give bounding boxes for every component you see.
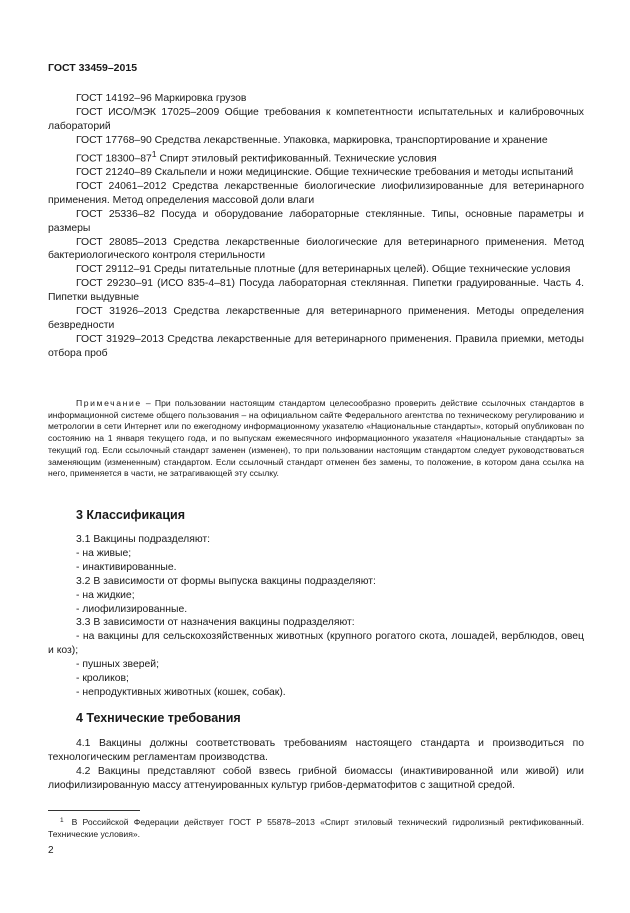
classification-line: - непродуктивных животных (кошек, собак). xyxy=(76,686,286,698)
reference-item: ГОСТ 31926–2013 Средства лекарственные для ветеринарного применения. Методы определения безвредности xyxy=(48,306,584,331)
footnote-paragraph xyxy=(48,815,584,840)
reference-item: ГОСТ 21240–89 Скальпели и ножи медицинские. Общие технические требования и методы испытаний xyxy=(76,167,574,178)
requirement-paragraph: 4.1 Вакцины должны соответствовать требованиям настоящего стандарта и производиться по технологическим регламентам производства. xyxy=(48,738,584,763)
footnote xyxy=(48,815,584,840)
classification-line: - на вакцины для сельскохозяйственных животных (крупного рогатого скота, лошадей, верблюдов, овец и коз); xyxy=(48,631,584,657)
reference-title: Спирт этиловый ректификованный. Технические условия xyxy=(156,153,437,165)
reference-item: ГОСТ 24061–2012 Средства лекарственные биологические лиофилизированные для ветеринарного применения. Метод определения массовой доли влаги xyxy=(48,180,584,206)
reference-item: ГОСТ 29112–91 Среды питательные плотные (для ветеринарных целей). Общие технические условия xyxy=(76,264,571,276)
reference-item: ГОСТ ИСО/МЭК 17025–2009 Общие требования к компетентности испытательных и калибровочных лабораторий xyxy=(48,106,584,132)
classification-line: 3.1 Вакцины подразделяют: xyxy=(76,534,211,545)
reference-item: ГОСТ 29230–91 (ИСО 835-4–81) Посуда лабораторная стеклянная. Пипетки градуированные. Часть 4. Пипетки выдувные xyxy=(48,278,584,304)
classification-line: 3.3 В зависимости от назначения вакцины подразделяют: xyxy=(76,617,355,629)
classification-line: 3.2 В зависимости от формы выпуска вакцины подразделяют: xyxy=(76,575,376,587)
reference-item: ГОСТ 28085–2013 Средства лекарственные биологические для ветеринарного применения. Метод бактериологического контроля стерильности xyxy=(48,236,584,262)
requirement-paragraph: 4.2 Вакцины представляют собой взвесь грибной биомассы (инактивированной или живой) или лиофилизированную массу аттенуированных культур грибов-дерматофитов с защитной средой. xyxy=(48,765,584,791)
reference-item: ГОСТ 17768–90 Средства лекарственные. Упаковка, маркировка, транспортирование и хранение xyxy=(76,134,548,146)
classification-line: - лиофилизированные. xyxy=(76,603,188,615)
note-label: Примечание xyxy=(76,398,142,408)
footnote-text: В Российской Федерации действует ГОСТ Р 55878–2013 «Спирт этиловый технический гидролизный ректификованный. Технические условия». xyxy=(48,817,584,839)
reference-item: ГОСТ 25336–82 Посуда и оборудование лабораторные стеклянные. Типы, основные параметры и размеры xyxy=(48,208,584,234)
section-3-title: 3 Классификация xyxy=(76,508,186,522)
note-text: – При пользовании настоящим стандартом целесообразно проверить действие ссылочных стандартов в информационной системе общего пользования – на официальном сайте Федерального агентства по техническому регулированию и метрологии в сети Интернет или по ежегодному информационному указателю «Национальные стандарты», который опубликован по состоянию на 1 января текущего года, и по выпускам ежемесячного информационного указателя «Национальные стандарты» за текущий год. Если ссылочный стандарт заменен (изменен), то при пользовании настоящим стандартом следует руководствоваться заменяющим (измененным) стандартом. Если ссылочный стандарт отменен без замены, то положение, в котором дана ссылка на него, применяется в части, не затрагивающей эту ссылку. xyxy=(48,398,584,479)
footnote-mark: 1 xyxy=(60,817,64,824)
reference-code: ГОСТ 18300–87 xyxy=(76,153,152,165)
classification-line: - на живые; xyxy=(76,547,132,559)
classification-line: - инактивированные. xyxy=(76,561,177,573)
section-3-body xyxy=(48,533,584,700)
document-header: ГОСТ 33459–2015 xyxy=(48,62,138,74)
section-4-body xyxy=(48,737,584,793)
page-number: 2 xyxy=(48,845,54,856)
note-block xyxy=(48,398,584,480)
reference-item: ГОСТ 31929–2013 Средства лекарственные для ветеринарного применения. Правила приемки, методы отбора проб xyxy=(48,333,584,359)
footnote-divider xyxy=(48,810,140,811)
reference-item: ГОСТ 14192–96 Маркировка грузов xyxy=(76,93,247,104)
section-4-title: 4 Технические требования xyxy=(76,711,241,725)
normative-references xyxy=(48,92,584,361)
reference-item xyxy=(48,148,584,166)
classification-line: - кроликов; xyxy=(76,673,129,685)
note-paragraph xyxy=(48,398,584,480)
footnote-ref-mark: 1 xyxy=(151,148,157,159)
classification-line: - на жидкие; xyxy=(76,589,135,601)
classification-line: - пушных зверей; xyxy=(76,659,159,671)
